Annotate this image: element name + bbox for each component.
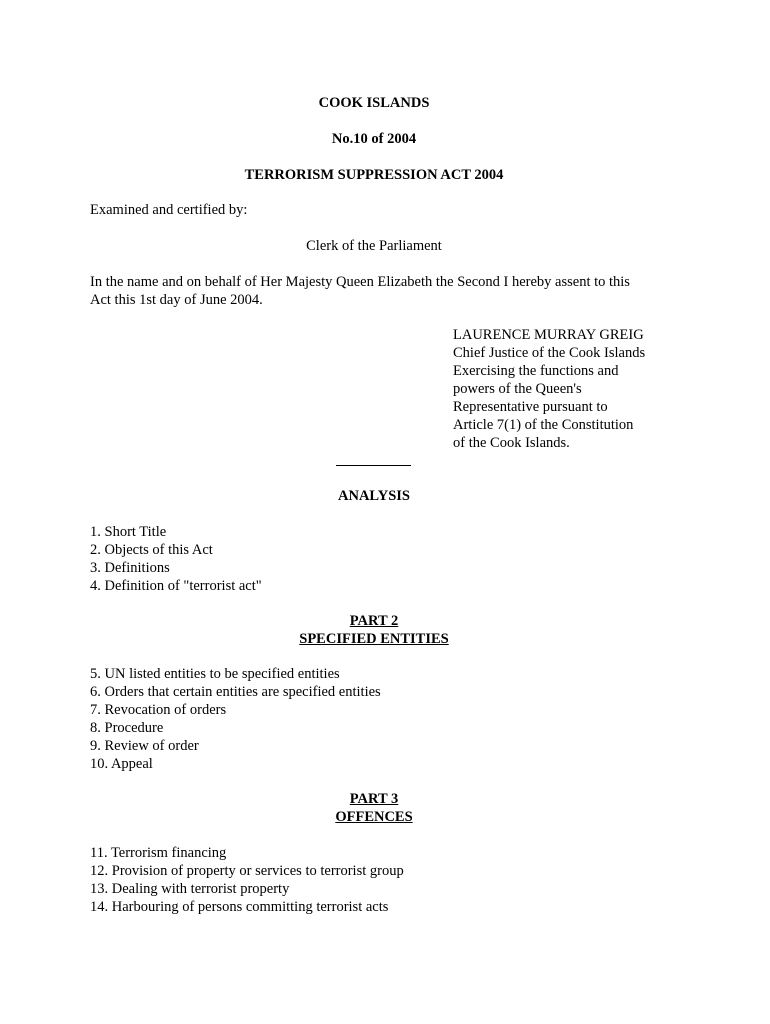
list-item: 12. Provision of property or services to terrorist group <box>90 863 404 879</box>
signatory-line: powers of the Queen's <box>453 381 582 397</box>
part2-list <box>90 665 381 773</box>
part3-label: PART 3 <box>349 791 399 807</box>
list-item: 2. Objects of this Act <box>90 542 213 558</box>
clerk-line: Clerk of the Parliament <box>306 238 442 254</box>
part2-title: SPECIFIED ENTITIES <box>299 631 449 647</box>
list-item: 13. Dealing with terrorist property <box>90 881 290 897</box>
part3-title: OFFENCES <box>335 809 413 825</box>
list-item: 4. Definition of "terrorist act" <box>90 578 262 594</box>
list-item: 8. Procedure <box>90 720 164 736</box>
signatory-line: Exercising the functions and <box>453 363 619 379</box>
examined-line: Examined and certified by: <box>90 202 248 218</box>
list-item: 5. UN listed entities to be specified entities <box>90 666 340 682</box>
analysis-heading: ANALYSIS <box>338 488 410 504</box>
signatory-line: of the Cook Islands. <box>453 435 570 451</box>
list-item: 10. Appeal <box>90 756 153 772</box>
act-title: TERRORISM SUPPRESSION ACT 2004 <box>244 167 504 183</box>
list-item: 6. Orders that certain entities are specified entities <box>90 684 381 700</box>
part1-list <box>90 523 262 595</box>
list-item: 3. Definitions <box>90 560 170 576</box>
assent-line-2: Act this 1st day of June 2004. <box>90 292 263 308</box>
signatory-block <box>453 326 645 452</box>
list-item: 7. Revocation of orders <box>90 702 227 718</box>
signatory-name: LAURENCE MURRAY GREIG <box>453 327 644 343</box>
assent-paragraph <box>90 273 630 309</box>
signatory-line: Chief Justice of the Cook Islands <box>453 345 646 361</box>
signatory-line: Article 7(1) of the Constitution <box>453 417 634 433</box>
list-item: 1. Short Title <box>90 524 167 540</box>
act-number: No.10 of 2004 <box>331 131 417 147</box>
list-item: 14. Harbouring of persons committing terrorist acts <box>90 899 389 915</box>
assent-line-1: In the name and on behalf of Her Majesty Queen Elizabeth the Second I hereby assent to this <box>90 274 630 290</box>
list-item: 11. Terrorism financing <box>90 845 227 861</box>
part3-list <box>90 844 404 916</box>
part2-label: PART 2 <box>349 613 399 629</box>
signatory-line: Representative pursuant to <box>453 399 608 415</box>
list-item: 9. Review of order <box>90 738 199 754</box>
country-heading: COOK ISLANDS <box>318 95 430 111</box>
separator-rule <box>336 465 411 466</box>
